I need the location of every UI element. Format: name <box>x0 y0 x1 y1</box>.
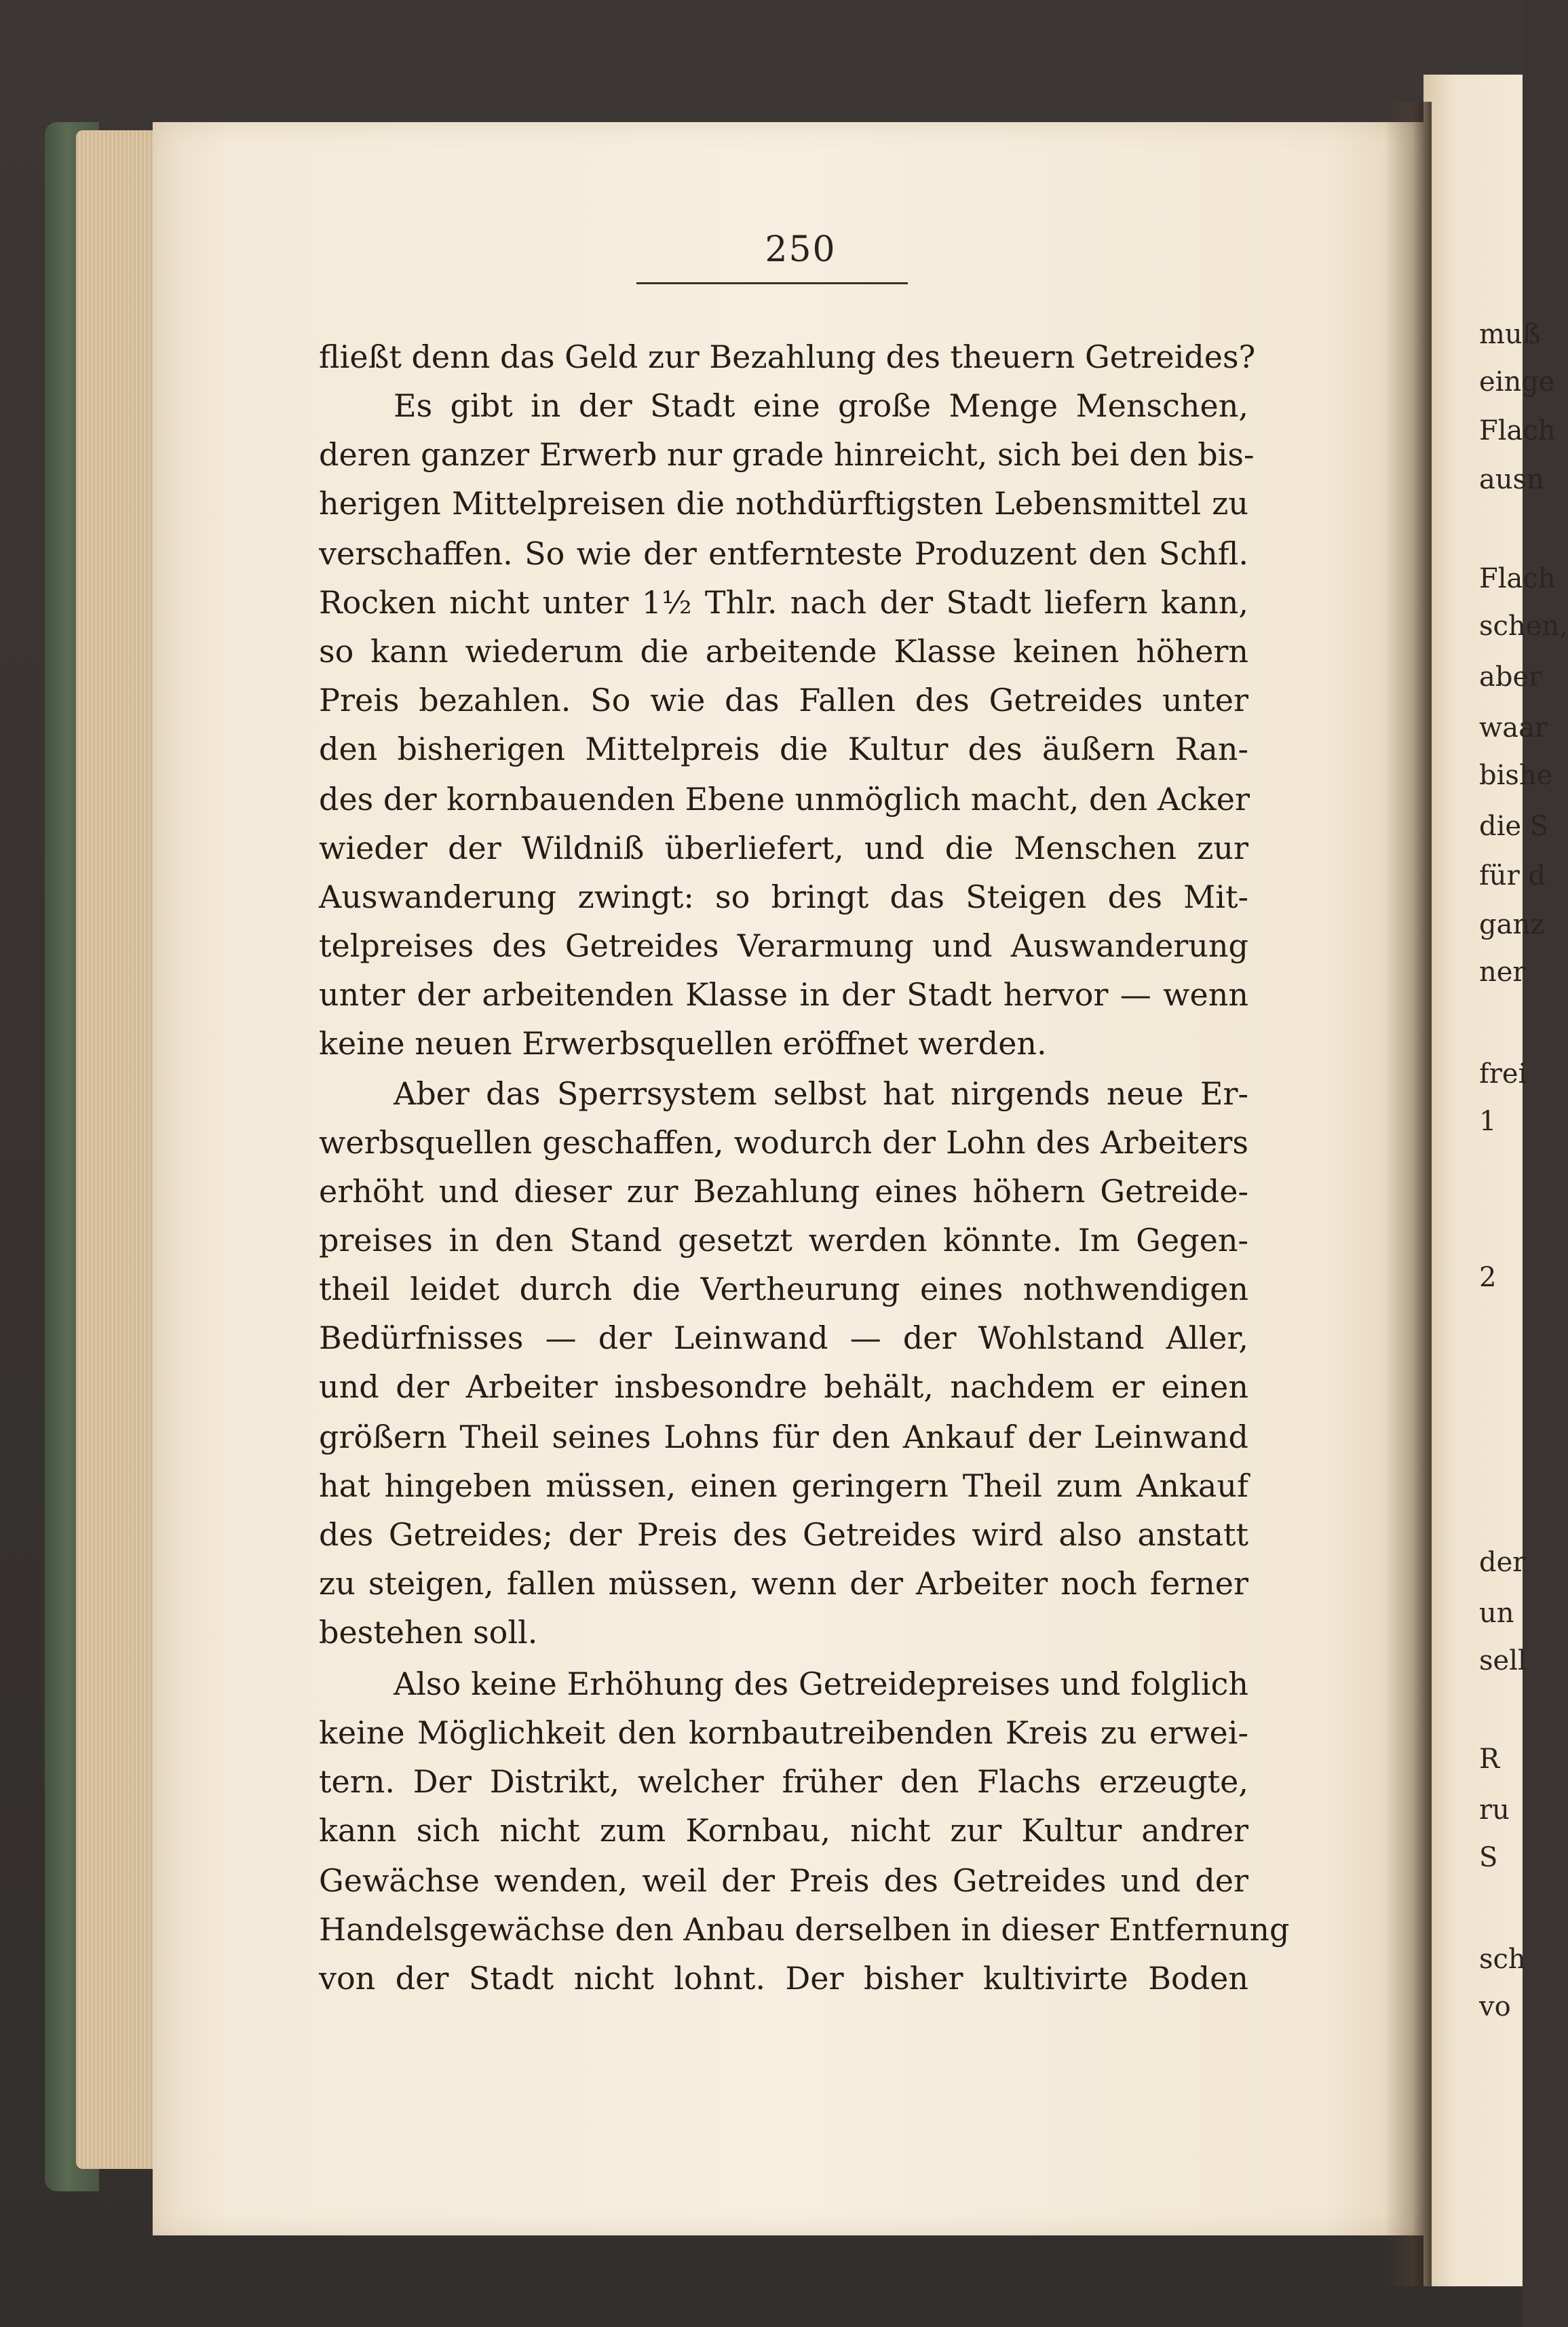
text-line: werbsquellen geschaffen, wodurch der Lohn des Arbeiters <box>319 1124 1248 1161</box>
page-edges <box>76 130 164 2169</box>
text-line: herigen Mittelpreisen die nothdürftigsten Lebensmittel zu <box>319 485 1248 522</box>
text-line: Aber das Sperrsystem selbst hat nirgends neue Er- <box>394 1075 1248 1112</box>
text-line: des der kornbauenden Ebene unmöglich macht, den Acker <box>319 781 1250 818</box>
facing-page-fragment: Flach <box>1479 563 1556 594</box>
facing-page-fragment: einge <box>1479 366 1555 398</box>
facing-page-fragment: R <box>1479 1744 1500 1775</box>
facing-page-fragment: ganz <box>1479 909 1545 940</box>
facing-page-fragment: sell <box>1479 1645 1527 1676</box>
facing-page-fragment: ru <box>1479 1794 1510 1826</box>
text-line: größern Theil seines Lohns für den Ankauf der Leinwand <box>319 1419 1248 1455</box>
facing-page-fragment: aber <box>1479 661 1542 693</box>
header-rule <box>636 282 908 284</box>
text-line: Auswanderung zwingt: so bringt das Steigen des Mit- <box>319 879 1248 915</box>
facing-page-fragment: die S <box>1479 811 1549 842</box>
facing-page-fragment: schen, <box>1479 611 1568 642</box>
facing-page-fragment: 1 <box>1479 1106 1497 1137</box>
facing-page-fragment: ner <box>1479 957 1526 988</box>
gutter-shadow <box>1384 102 1432 2286</box>
facing-page-fragment: frei <box>1479 1058 1527 1090</box>
text-line: unter der arbeitenden Klasse in der Stadt hervor — wenn <box>319 976 1248 1013</box>
text-line: tern. Der Distrikt, welcher früher den Flachs erzeugte, <box>319 1763 1248 1800</box>
text-line: den bisherigen Mittelpreis die Kultur des äußern Ran- <box>319 731 1248 767</box>
facing-page-fragment: sch <box>1479 1944 1526 1975</box>
text-line: Preis bezahlen. So wie das Fallen des Getreides unter <box>319 682 1248 718</box>
facing-page-fragment: der <box>1479 1547 1526 1578</box>
text-line: verschaffen. So wie der entfernteste Produzent den Schfl. <box>319 535 1248 572</box>
text-line: und der Arbeiter insbesondre behält, nachdem er einen <box>319 1368 1248 1405</box>
text-line: preises in den Stand gesetzt werden könnte. Im Gegen- <box>319 1222 1248 1258</box>
text-line: Handelsgewächse den Anbau derselben in dieser Entfernung <box>319 1911 1290 1948</box>
facing-page-fragment: für d <box>1479 860 1546 891</box>
text-line: keine neuen Erwerbsquellen eröffnet werden. <box>319 1025 1047 1062</box>
facing-page-fragment: muß <box>1479 319 1541 350</box>
text-line: theil leidet durch die Vertheurung eines nothwendigen <box>319 1271 1248 1307</box>
text-line: Also keine Erhöhung des Getreidepreises und folglich <box>394 1666 1248 1702</box>
page-number: 250 <box>765 229 837 270</box>
facing-page-fragment: un <box>1479 1598 1514 1629</box>
text-line: telpreises des Getreides Verarmung und Auswanderung <box>319 927 1248 964</box>
text-line: Bedürfnisses — der Leinwand — der Wohlstand Aller, <box>319 1320 1248 1356</box>
text-line: von der Stadt nicht lohnt. Der bisher kultivirte Boden <box>319 1960 1248 1997</box>
text-line: erhöht und dieser zur Bezahlung eines höhern Getreide- <box>319 1173 1248 1210</box>
facing-page-fragment: 2 <box>1479 1262 1497 1293</box>
text-line: bestehen soll. <box>319 1614 538 1651</box>
facing-page-fragment: bishe <box>1479 760 1553 791</box>
text-line: deren ganzer Erwerb nur grade hinreicht, sich bei den bis- <box>319 436 1255 473</box>
facing-page-fragment: Flach <box>1479 415 1556 446</box>
text-line: Rocken nicht unter 1½ Thlr. nach der Stadt liefern kann, <box>319 584 1248 621</box>
text-line: Gewächse wenden, weil der Preis des Getreides und der <box>319 1862 1248 1899</box>
text-line: keine Möglichkeit den kornbautreibenden Kreis zu erwei- <box>319 1714 1248 1751</box>
text-line: fließt denn das Geld zur Bezahlung des theuern Getreides? <box>319 339 1256 375</box>
text-line: Es gibt in der Stadt eine große Menge Menschen, <box>394 387 1248 424</box>
text-line: kann sich nicht zum Kornbau, nicht zur Kultur andrer <box>319 1812 1248 1849</box>
text-line: so kann wiederum die arbeitende Klasse keinen höhern <box>319 633 1248 670</box>
text-line: des Getreides; der Preis des Getreides wird also anstatt <box>319 1516 1248 1553</box>
text-line: wieder der Wildniß überliefert, und die Menschen zur <box>319 830 1248 866</box>
facing-page-fragment: ausn <box>1479 464 1544 495</box>
text-line: hat hingeben müssen, einen geringern Theil zum Ankauf <box>319 1467 1248 1504</box>
facing-page-fragment: S <box>1479 1842 1498 1873</box>
facing-page-fragment: vo <box>1479 1991 1511 2022</box>
facing-page-fragment: waar <box>1479 712 1548 744</box>
text-line: zu steigen, fallen müssen, wenn der Arbeiter noch ferner <box>319 1565 1248 1602</box>
